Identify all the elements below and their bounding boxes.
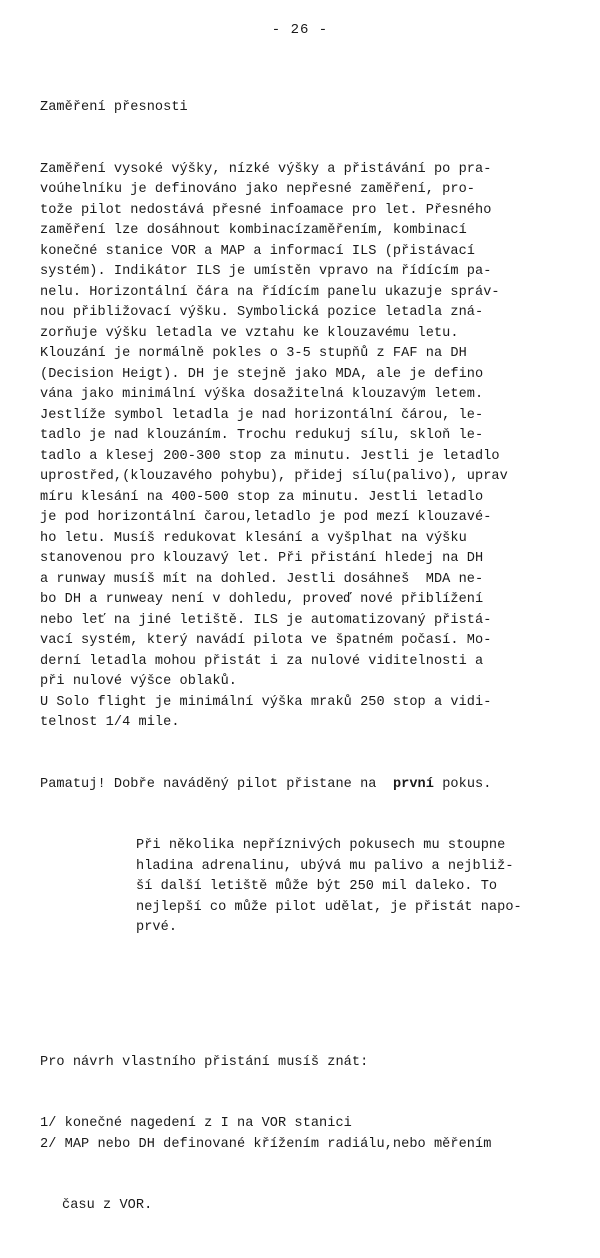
remember-indented-block: [40, 836, 600, 939]
text-line: nejlepší co může pilot udělat, je přistát napo-: [136, 899, 522, 915]
text-line: vána jako minimální výška dosažitelná klouzavým letem.: [40, 387, 484, 402]
paragraph: [40, 160, 600, 734]
text-line: uprostřed,(klouzavého pohybu), přidej sílu(palivo), uprav: [40, 469, 508, 484]
text-line: zorňuje výšku letadla ve vztahu ke klouzavému letu.: [40, 325, 459, 341]
text-line: ho letu. Musíš redukovat klesání a vyšplhat na výšku: [40, 530, 467, 546]
text-line: zaměření lze dosáhnout kombinacízaměřením, kombinací: [40, 223, 467, 238]
text-line: míru klesání na 400-500 stop za minutu. Jestli letadlo: [40, 489, 484, 505]
page-number: - 26 -: [271, 22, 329, 38]
text-line: nou přibližovací výšku. Symbolická pozice letadla zná-: [40, 305, 484, 320]
text-line: Zaměření vysoké výšky, nízké výšky a přistávání po pra-: [40, 161, 492, 177]
remember-text: Pamatuj! Dobře naváděný pilot přistane na: [40, 776, 393, 792]
text-line: vací systém, který navádí pilota ve špatném počasí. Mo-: [40, 633, 492, 648]
list-item: 1/ konečné nagedení z I na VOR stanici: [40, 1116, 352, 1131]
text-line: telnost 1/4 mile.: [40, 715, 180, 730]
remember-bold-word: první: [392, 776, 434, 792]
text-line: tadlo a klesej 200-300 stop za minutu. Jestli je letadlo: [40, 448, 500, 464]
text-line: U Solo flight je minimální výška mraků 250 stop a vidi-: [40, 694, 492, 710]
text-line: prvé.: [136, 920, 178, 935]
text-line: tadlo je nad klouzáním. Trochu redukuj sílu, skloň le-: [40, 428, 484, 443]
text-line: ší další letiště může být 250 mil daleko. To: [136, 879, 498, 894]
text-line: derní letadla mohou přistát i za nulové viditelnosti a: [40, 653, 484, 669]
requirements-continuation: času z VOR.: [62, 1198, 153, 1213]
text-line: hladina adrenalinu, ubývá mu palivo a nejbliž-: [136, 858, 514, 874]
text-line: je pod horizontální čarou,letadlo je pod mezí klouzavé-: [40, 510, 492, 525]
text-line: systém). Indikátor ILS je umístěn vpravo na řídícím pa-: [40, 264, 492, 279]
text-line: tože pilot nedostává přesné infoamace pro let. Přesného: [40, 202, 492, 218]
body-text: [40, 57, 600, 1258]
text-line: nelu. Horizontální čára na řídícím panelu ukazuje správ-: [40, 284, 500, 300]
text-line: voúhelníku je definováno jako nepřesné zaměření, pro-: [40, 182, 476, 197]
text-line: Klouzání je normálně pokles o 3-5 stupňů z FAF na DH: [40, 346, 467, 361]
text-line: při nulové výšce oblaků.: [40, 674, 237, 689]
requirements-list: [40, 1114, 600, 1155]
remember-text-end: pokus.: [433, 776, 492, 792]
requirements-intro: Pro návrh vlastního přistání musíš znát:: [40, 1054, 369, 1070]
text-line: konečné stanice VOR a MAP a informací ILS (přistávací: [40, 243, 476, 259]
remember-line: [40, 775, 600, 796]
text-line: a runway musíš mít na dohled. Jestli dosáhneš MDA ne-: [40, 571, 484, 587]
text-line: bo DH a runweay není v dohledu, proveď nové přiblížení: [40, 592, 484, 607]
text-line: stanovenou pro klouzavý let. Při přistání hledej na DH: [40, 551, 484, 566]
text-line: Jestlíže symbol letadla je nad horizontální čárou, le-: [40, 407, 484, 423]
list-item: 2/ MAP nebo DH definované křížením radiálu,nebo měřením: [40, 1136, 492, 1152]
section-title: Zaměření přesnosti: [40, 100, 188, 115]
text-line: (Decision Heigt). DH je stejně jako MDA, ale je defino: [40, 366, 484, 382]
spacer: [40, 980, 600, 1012]
text-line: Při několika nepříznivých pokusech mu stoupne: [136, 838, 506, 853]
text-line: nebo leť na jiné letiště. ILS je automatizovaný přistá-: [40, 612, 492, 628]
